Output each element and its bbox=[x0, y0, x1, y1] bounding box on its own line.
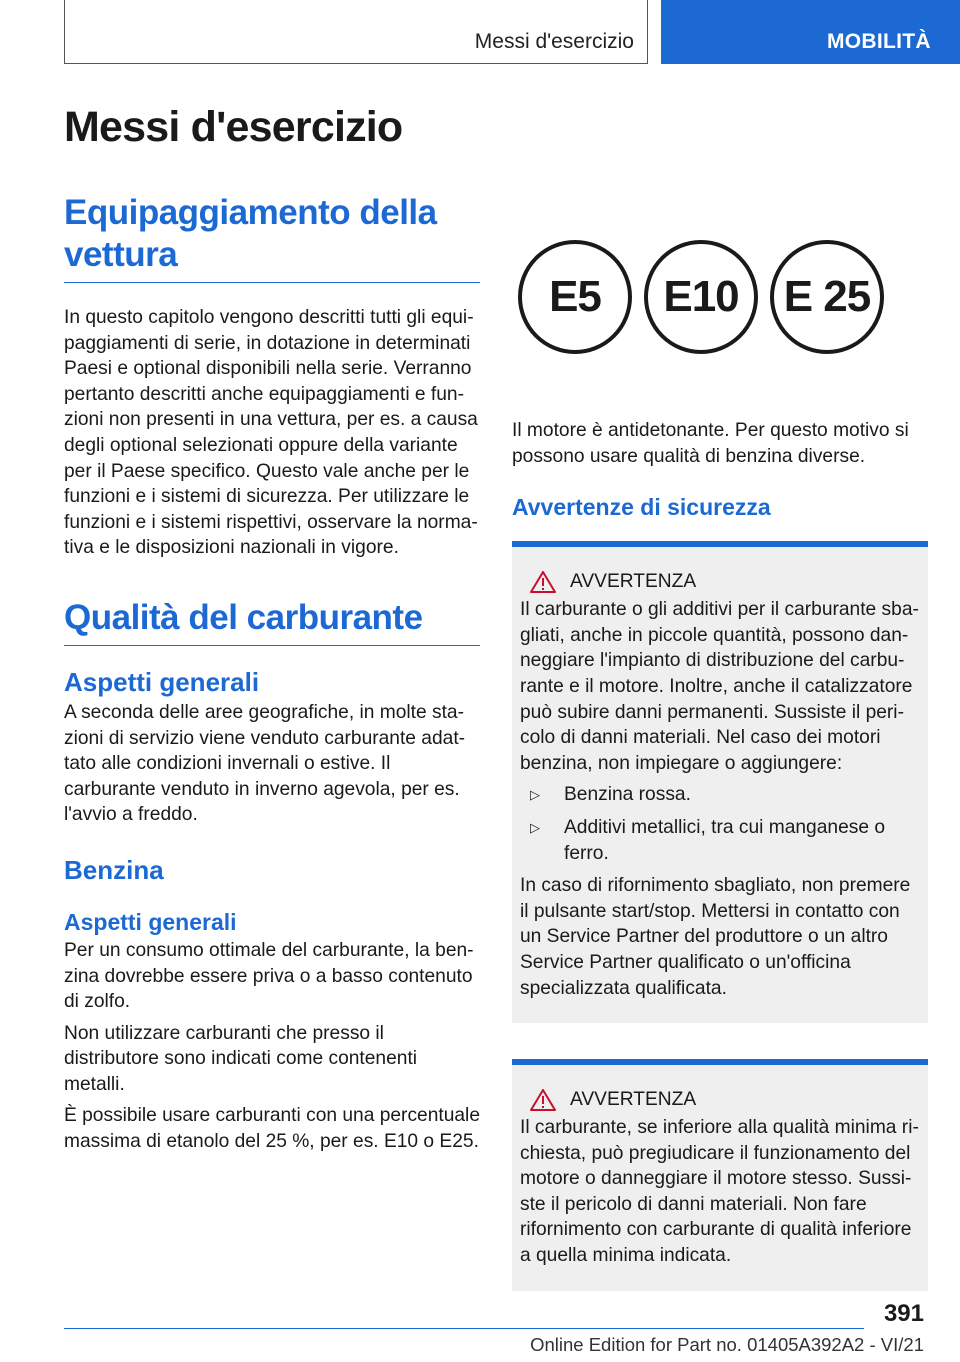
benzina-paragraph-2: Non utilizzare carburanti che presso il distributore sono indicati come contenenti metalli. bbox=[64, 1022, 418, 1095]
left-column bbox=[64, 100, 480, 1155]
safety-heading: Avvertenze di sicurezza bbox=[512, 494, 771, 521]
benzina-paragraph-3: È possibile usare carburanti con una percentuale massima di etanolo del 25 %, per es. E10 o E25. bbox=[64, 1105, 480, 1153]
fuel-sign-e25: E 25 bbox=[770, 240, 884, 354]
fuel-general-body: A seconda delle aree geografiche, in molte stazioni di servizio viene venduto carburante adattato alle condizioni invernali o estive. Il carburante venduto in inverno agevola, per es. l'avvio a freddo. bbox=[64, 701, 466, 826]
triangle-bullet-icon: ▷ bbox=[530, 787, 540, 803]
warning-1-header bbox=[530, 569, 920, 595]
page-number: 391 bbox=[883, 1300, 924, 1327]
warning-triangle-icon bbox=[530, 571, 556, 593]
list-item: ▷ Benzina rossa. bbox=[520, 782, 920, 808]
warning-triangle-icon bbox=[530, 1089, 556, 1111]
right-column bbox=[512, 240, 928, 1291]
page-title: Messi d'esercizio bbox=[64, 103, 403, 151]
fuel-general-heading: Aspetti generali bbox=[64, 666, 260, 697]
warning-1-body: Il carburante o gli additivi per il carburante sbagliati, anche in piccole quantità, possono danneggiare l'impianto di distribuzione del carburante e il motore. Inoltre, anche il catalizzatore può subire danni permanenti. Sussiste il pericolo di danni materiali. Nel caso dei motori benzina, non impiegare o aggiungere: bbox=[520, 599, 919, 774]
warning-2-header bbox=[530, 1087, 920, 1113]
benzina-subheading: Aspetti generali bbox=[64, 908, 237, 935]
header-section-title: Messi d'esercizio bbox=[474, 30, 634, 53]
triangle-bullet-icon: ▷ bbox=[530, 819, 540, 835]
warning-box-1 bbox=[512, 541, 928, 1023]
warning-2-body: Il carburante, se inferiore alla qualità minima richiesta, può pregiudicare il funzionamento del motore o danneggiare il motore stesso. Sussiste il pericolo di danni materiali. Non fare rifornimento con carburante di qualità inferiore a quella minima indicata. bbox=[520, 1117, 919, 1267]
equip-heading: Equipaggiamento della vettura bbox=[64, 193, 437, 274]
equip-body: In questo capitolo vengono descritti tutti gli equipaggiamenti di serie, in dotazione in determinati Paesi e optional disponibili nella serie. Verranno pertanto descritti anche equipaggiamenti e funzioni non presenti in una vettura, per es. a causa degli optional selezionati oppure della variante per il Paese specifico. Questo vale anche per le funzioni e i sistemi di sicurezza. Per utilizzare le funzioni e i sistemi rispettivi, osservare la normativa e le disposizioni nazionali in vigore. bbox=[64, 307, 478, 559]
warning-1-list bbox=[520, 782, 920, 866]
warning-2-title: AVVERTENZA bbox=[570, 1089, 697, 1111]
warning-1-title: AVVERTENZA bbox=[570, 571, 697, 593]
list-item: ▷ Additivi metallici, tra cui manganese o ferro. bbox=[520, 815, 920, 866]
antiknock-text: Il motore è antidetonante. Per questo motivo si possono usare qualità di benzina diverse. bbox=[512, 420, 909, 467]
footer-divider bbox=[64, 1328, 864, 1329]
benzina-paragraph-1: Per un consumo ottimale del carburante, la benzina dovrebbe essere priva o a basso contenuto di zolfo. bbox=[64, 939, 474, 1013]
equip-heading-block bbox=[64, 192, 480, 283]
footer-edition: Online Edition for Part no. 01405A392A2 - VI/21 bbox=[530, 1334, 924, 1355]
warning-box-2 bbox=[512, 1059, 928, 1291]
warning-1-after: In caso di rifornimento sbagliato, non premere il pulsante start/stop. Mettersi in contatto con un Service Partner del produttore o un altro Service Partner qualificato o un'officina specializzata qualificata. bbox=[520, 875, 911, 999]
fuel-heading: Qualità del carburante bbox=[64, 597, 423, 637]
fuel-sign-e10: E10 bbox=[644, 240, 758, 354]
fuel-sign-e5: E5 bbox=[518, 240, 632, 354]
header-chapter-tab[interactable]: MOBILITÀ bbox=[661, 0, 960, 64]
fuel-heading-block bbox=[64, 597, 480, 646]
fuel-grade-signs bbox=[518, 240, 928, 354]
benzina-heading: Benzina bbox=[64, 854, 164, 885]
